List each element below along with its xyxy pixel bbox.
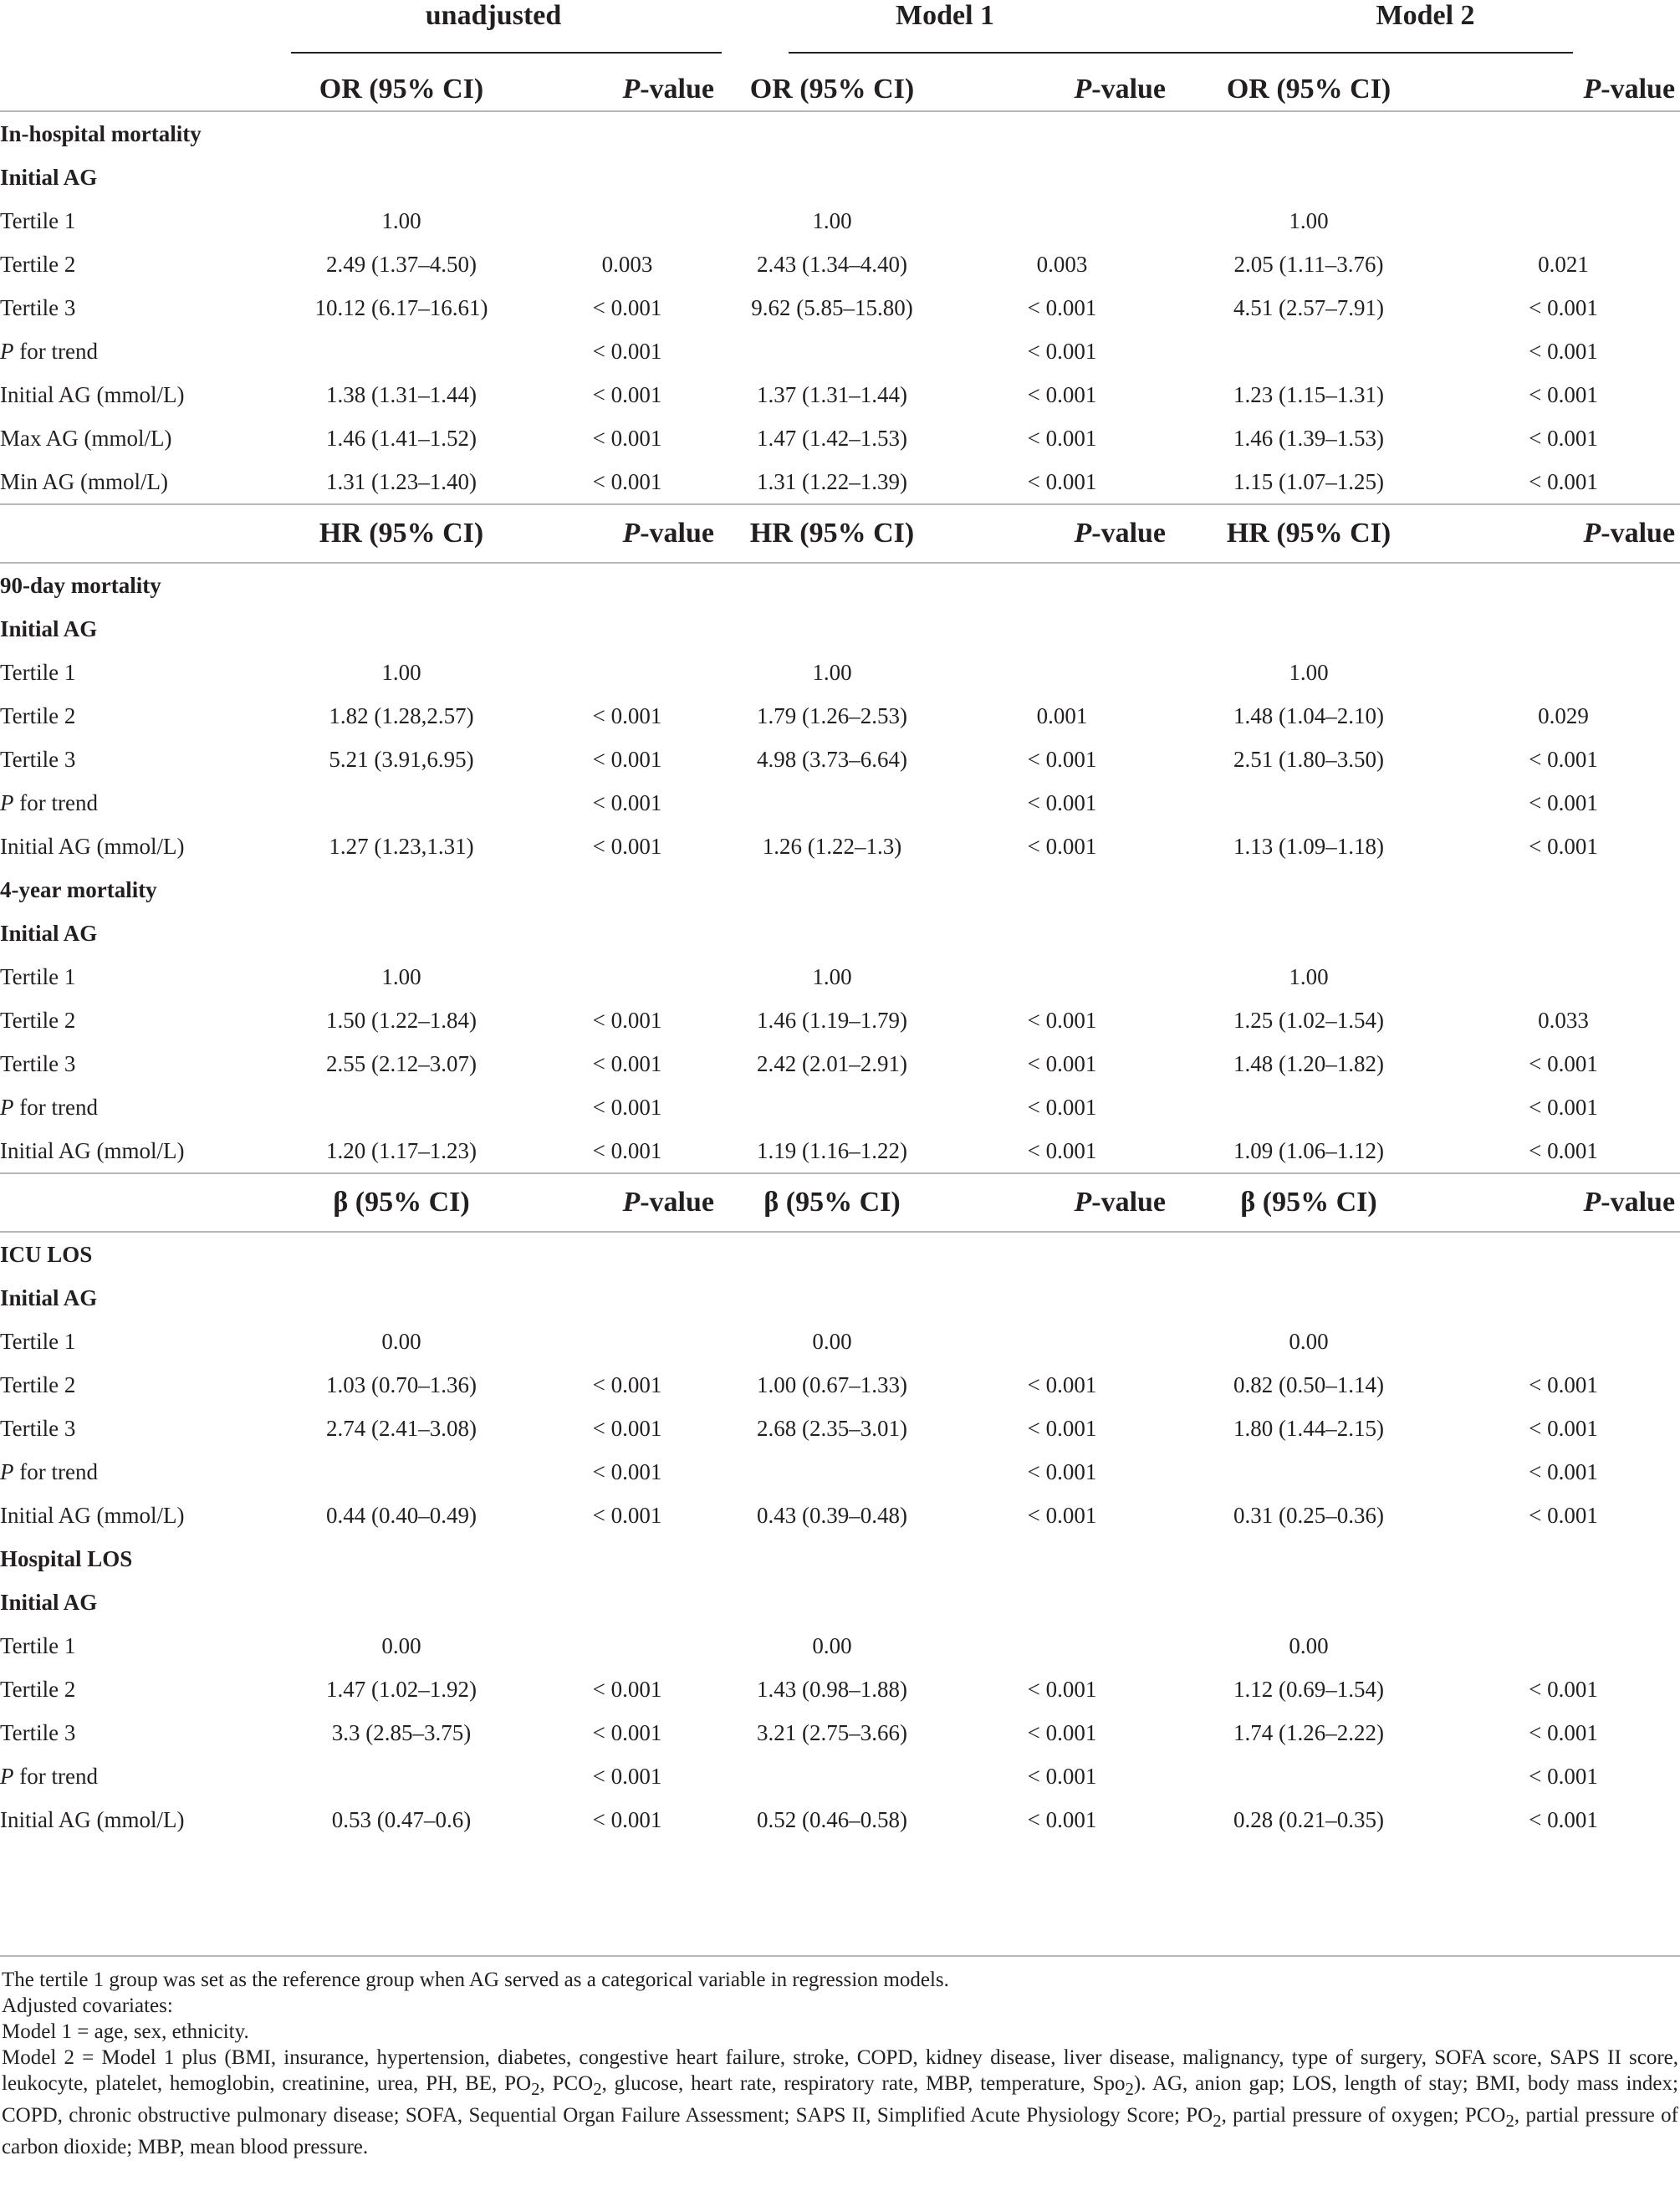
row-label-rest: for trend — [13, 1094, 98, 1120]
estimate-model1 — [719, 329, 945, 373]
pvalue-model2: < 0.001 — [1529, 1094, 1598, 1120]
estimate-model1: 2.42 (2.01–2.91) — [757, 1050, 907, 1076]
row-label: Tertile 1 — [0, 1328, 76, 1354]
pvalue-model2: < 0.001 — [1529, 1415, 1598, 1441]
row-label: Initial AG (mmol/L) — [0, 381, 185, 407]
estimate-model1: 1.47 (1.42–1.53) — [757, 425, 907, 451]
table-row — [0, 1711, 1680, 1754]
subsection-title: Initial AG — [0, 920, 98, 946]
pvalue-suffix: -value — [1091, 518, 1167, 549]
estimate-model1: 1.43 (0.98–1.88) — [757, 1676, 907, 1702]
estimate-unadjusted — [268, 781, 535, 825]
estimate-model1: 1.79 (1.26–2.53) — [757, 702, 907, 728]
pvalue-model1: 0.001 — [1036, 702, 1088, 728]
estimate-model2: 1.25 (1.02–1.54) — [1233, 1007, 1385, 1033]
pvalue-model1: < 0.001 — [1027, 1371, 1097, 1397]
hr-header-row — [0, 504, 1680, 562]
table-row — [0, 1494, 1680, 1537]
estimate-unadjusted: 1.31 (1.23–1.40) — [326, 468, 477, 494]
pvalue-header-unadjusted — [535, 69, 719, 110]
row-label — [0, 781, 268, 825]
pvalue-model2: < 0.001 — [1529, 833, 1598, 859]
table-row — [0, 199, 1680, 243]
pvalue-unadjusted: < 0.001 — [592, 746, 662, 772]
pvalue-header-model2 — [1447, 1173, 1680, 1231]
estimate-unadjusted — [268, 1085, 535, 1129]
pvalue-unadjusted: < 0.001 — [592, 1676, 662, 1702]
table-row — [0, 1129, 1680, 1172]
estimate-model1: 2.43 (1.34–4.40) — [757, 251, 907, 277]
estimate-model2: 1.12 (0.69–1.54) — [1233, 1676, 1385, 1702]
table-row — [0, 416, 1680, 460]
pvalue-unadjusted — [535, 1320, 719, 1363]
estimate-model1: 1.37 (1.31–1.44) — [757, 381, 907, 407]
estimate-model2: 2.05 (1.11–3.76) — [1233, 251, 1384, 277]
pvalue-model2: < 0.001 — [1529, 1050, 1598, 1076]
estimate-unadjusted: 5.21 (3.91,6.95) — [329, 746, 474, 772]
pvalue-model1 — [953, 1624, 1171, 1668]
pvalue-p-italic: P — [1583, 74, 1601, 105]
pvalue-suffix: -value — [1601, 74, 1676, 105]
pvalue-p-italic: P — [1074, 1187, 1092, 1218]
row-label — [0, 1450, 268, 1494]
pvalue-unadjusted: < 0.001 — [592, 338, 662, 364]
footnote-model1: Model 1 = age, sex, ethnicity. — [2, 2020, 249, 2043]
estimate-model2 — [1171, 781, 1447, 825]
table-row — [0, 738, 1680, 781]
pvalue-model2: < 0.001 — [1529, 468, 1598, 494]
estimate-header-unadjusted: HR (95% CI) — [319, 518, 484, 549]
table-row — [0, 243, 1680, 286]
pvalue-unadjusted — [535, 1624, 719, 1668]
estimate-unadjusted: 3.3 (2.85–3.75) — [331, 1719, 472, 1745]
pvalue-model2: < 0.001 — [1529, 425, 1598, 451]
pvalue-unadjusted: < 0.001 — [592, 1502, 662, 1528]
row-label-rest: for trend — [13, 1763, 98, 1789]
pvalue-model1: < 0.001 — [1027, 1094, 1097, 1120]
or-header-row — [0, 69, 1680, 110]
row-label: Tertile 3 — [0, 1719, 76, 1745]
row-label-rest: for trend — [13, 789, 98, 815]
section-title: In-hospital mortality — [0, 120, 202, 146]
estimate-model1: 1.00 (0.67–1.33) — [757, 1371, 907, 1397]
pvalue-model1: < 0.001 — [1027, 338, 1097, 364]
table-row — [0, 694, 1680, 738]
pvalue-model2 — [1447, 955, 1680, 999]
subsection-row — [0, 1276, 1680, 1320]
pvalue-model2: < 0.001 — [1529, 1719, 1598, 1745]
footnote-adjusted-covariates: Adjusted covariates: — [2, 1994, 173, 2017]
model-header-row — [0, 0, 1680, 32]
estimate-unadjusted — [268, 329, 535, 373]
pvalue-model1: < 0.001 — [1027, 1415, 1097, 1441]
pvalue-model2: < 0.001 — [1529, 1806, 1598, 1832]
pvalue-model1: < 0.001 — [1027, 381, 1097, 407]
section-title: 90-day mortality — [0, 572, 161, 598]
estimate-model2: 0.00 — [1289, 1328, 1329, 1354]
pvalue-model2 — [1447, 1624, 1680, 1668]
pvalue-model2: < 0.001 — [1529, 381, 1598, 407]
row-label — [0, 1085, 268, 1129]
table-footnotes — [0, 1967, 1680, 2160]
pvalue-model2 — [1447, 199, 1680, 243]
row-label: Initial AG (mmol/L) — [0, 833, 185, 859]
table-row — [0, 999, 1680, 1042]
estimate-model1: 2.68 (2.35–3.01) — [757, 1415, 907, 1441]
pvalue-model2: < 0.001 — [1529, 1676, 1598, 1702]
pvalue-unadjusted: 0.003 — [601, 251, 653, 277]
estimate-unadjusted: 2.49 (1.37–4.50) — [326, 251, 477, 277]
table-row — [0, 329, 1680, 373]
pvalue-suffix: -value — [1601, 1187, 1676, 1218]
row-label: Min AG (mmol/L) — [0, 468, 168, 494]
pvalue-model1: < 0.001 — [1027, 1007, 1097, 1033]
estimate-model1: 0.43 (0.39–0.48) — [757, 1502, 907, 1528]
pvalue-p-italic: P — [622, 1187, 641, 1218]
pvalue-model2: < 0.001 — [1529, 1763, 1598, 1789]
estimate-unadjusted: 0.44 (0.40–0.49) — [326, 1502, 477, 1528]
pvalue-model2: < 0.001 — [1529, 746, 1598, 772]
pvalue-model1 — [953, 199, 1171, 243]
section-title: Hospital LOS — [0, 1545, 133, 1571]
estimate-header-model1: OR (95% CI) — [749, 74, 915, 105]
pvalue-model1: < 0.001 — [1027, 746, 1097, 772]
pvalue-unadjusted: < 0.001 — [592, 1371, 662, 1397]
pvalue-model2: < 0.001 — [1529, 1137, 1598, 1163]
estimate-model2 — [1171, 1450, 1447, 1494]
estimate-unadjusted: 1.82 (1.28,2.57) — [329, 702, 474, 728]
pvalue-model1: < 0.001 — [1027, 1502, 1097, 1528]
pvalue-model1: < 0.001 — [1027, 1676, 1097, 1702]
estimate-model1: 1.00 — [812, 207, 852, 233]
pvalue-model2: 0.033 — [1538, 1007, 1589, 1033]
pvalue-p-italic: P — [1074, 74, 1092, 105]
pvalue-unadjusted: < 0.001 — [592, 1806, 662, 1832]
estimate-model2: 1.15 (1.07–1.25) — [1233, 468, 1385, 494]
estimate-model2: 2.51 (1.80–3.50) — [1233, 746, 1385, 772]
row-label: Tertile 2 — [0, 1371, 76, 1397]
pvalue-header-model1 — [945, 69, 1171, 110]
estimate-model1: 1.26 (1.22–1.3) — [762, 833, 902, 859]
estimate-unadjusted: 1.50 (1.22–1.84) — [326, 1007, 477, 1033]
estimate-model1: 1.31 (1.22–1.39) — [757, 468, 907, 494]
estimate-model2: 1.00 — [1289, 963, 1329, 989]
table-row — [0, 955, 1680, 999]
pvalue-suffix: -value — [640, 518, 715, 549]
p-italic: P — [0, 1458, 14, 1484]
estimate-unadjusted: 1.03 (0.70–1.36) — [326, 1371, 477, 1397]
row-label: Tertile 1 — [0, 963, 76, 989]
pvalue-unadjusted: < 0.001 — [592, 294, 662, 320]
section-title: 4-year mortality — [0, 876, 157, 902]
estimate-unadjusted — [268, 1754, 535, 1798]
estimate-unadjusted: 0.00 — [381, 1328, 421, 1354]
estimate-model1 — [719, 1754, 945, 1798]
subsection-row — [0, 607, 1680, 651]
estimate-model1: 9.62 (5.85–15.80) — [751, 294, 913, 320]
pvalue-header-model2 — [1447, 69, 1680, 110]
row-label: Tertile 1 — [0, 207, 76, 233]
pvalue-model1 — [953, 955, 1171, 999]
pvalue-model2: < 0.001 — [1529, 294, 1598, 320]
estimate-unadjusted: 2.74 (2.41–3.08) — [326, 1415, 477, 1441]
estimate-model2: 1.48 (1.04–2.10) — [1233, 702, 1385, 728]
section-row — [0, 1232, 1680, 1276]
pvalue-unadjusted: < 0.001 — [592, 1094, 662, 1120]
estimate-model2: 1.23 (1.15–1.31) — [1233, 381, 1385, 407]
estimate-unadjusted: 2.55 (2.12–3.07) — [326, 1050, 477, 1076]
pvalue-unadjusted — [535, 199, 719, 243]
estimate-model1 — [719, 1450, 945, 1494]
pvalue-unadjusted: < 0.001 — [592, 1719, 662, 1745]
estimate-model2: 1.09 (1.06–1.12) — [1233, 1137, 1385, 1163]
pvalue-model2 — [1447, 1320, 1680, 1363]
pvalue-model1: < 0.001 — [1027, 1050, 1097, 1076]
pvalue-unadjusted: < 0.001 — [592, 1458, 662, 1484]
estimate-model2: 1.80 (1.44–2.15) — [1233, 1415, 1385, 1441]
row-label-rest: for trend — [13, 338, 98, 364]
pvalue-p-italic: P — [1583, 1187, 1601, 1218]
estimate-model2: 0.31 (0.25–0.36) — [1233, 1502, 1385, 1528]
pvalue-unadjusted: < 0.001 — [592, 789, 662, 815]
pvalue-model2: < 0.001 — [1529, 1371, 1598, 1397]
footnote-model2: Model 2 = Model 1 plus (BMI, insurance, hypertension, diabetes, congestive heart failure, stroke, COPD, kidney disease, liver disease, malignancy, type of surgery, SOFA score, SAPS II score, leukocyte, platelet, hemoglobin, creatinine, urea, PH, BE, $PO_2$, $PCO_2$, glucose, heart rate, respiratory rate, MBP, temperature, Spo$_2$). AG, anion gap; LOS, length of stay; BMI, body mass index; COPD, chronic obstructive pulmonary disease; SOFA, Sequential Organ Failure Assessment; SAPS II, Simplified Acute Physiology Score; $PO_2$, partial pressure of oxygen; $PCO_2$, partial pressure of carbon dioxide; MBP, mean blood pressure. — [2, 2046, 1678, 2158]
estimate-model2: 1.00 — [1289, 659, 1329, 685]
row-label — [0, 329, 268, 373]
pvalue-model1: < 0.001 — [1027, 833, 1097, 859]
row-label: Tertile 1 — [0, 1632, 76, 1658]
table-row — [0, 1407, 1680, 1450]
estimate-header-model2: OR (95% CI) — [1226, 74, 1391, 105]
pvalue-p-italic: P — [622, 74, 641, 105]
estimate-model1: 1.46 (1.19–1.79) — [757, 1007, 907, 1033]
subsection-title: Initial AG — [0, 1285, 98, 1310]
estimate-unadjusted: 0.53 (0.47–0.6) — [331, 1806, 472, 1832]
table-row — [0, 825, 1680, 868]
pvalue-model1: < 0.001 — [1027, 1806, 1097, 1832]
pvalue-unadjusted: < 0.001 — [592, 468, 662, 494]
pvalue-unadjusted: < 0.001 — [592, 833, 662, 859]
pvalue-unadjusted: < 0.001 — [592, 1763, 662, 1789]
pvalue-unadjusted: < 0.001 — [592, 381, 662, 407]
row-label: Max AG (mmol/L) — [0, 425, 172, 451]
beta-header-row — [0, 1173, 1680, 1231]
pvalue-model2: < 0.001 — [1529, 1502, 1598, 1528]
p-italic: P — [0, 789, 14, 815]
pvalue-model1: < 0.001 — [1027, 425, 1097, 451]
row-label: Tertile 3 — [0, 1415, 76, 1441]
subsection-row — [0, 912, 1680, 955]
model-header-model1: Model 1 — [719, 0, 1171, 32]
pvalue-model1: < 0.001 — [1027, 1719, 1097, 1745]
estimate-model1: 0.52 (0.46–0.58) — [757, 1806, 907, 1832]
estimate-model2: 0.00 — [1289, 1632, 1329, 1658]
table-row — [0, 460, 1680, 503]
estimate-model2: 4.51 (2.57–7.91) — [1233, 294, 1385, 320]
estimate-model1 — [719, 781, 945, 825]
estimate-header-model2: HR (95% CI) — [1226, 518, 1391, 549]
row-label: Tertile 3 — [0, 746, 76, 772]
row-label: Tertile 3 — [0, 294, 76, 320]
estimate-model1: 4.98 (3.73–6.64) — [757, 746, 907, 772]
pvalue-model1 — [953, 651, 1171, 694]
pvalue-unadjusted — [535, 955, 719, 999]
table-row — [0, 1754, 1680, 1798]
estimate-unadjusted: 1.27 (1.23,1.31) — [329, 833, 474, 859]
table-row — [0, 1624, 1680, 1668]
estimate-model2: 0.82 (0.50–1.14) — [1233, 1371, 1385, 1397]
row-label: Tertile 2 — [0, 702, 76, 728]
row-label: Initial AG (mmol/L) — [0, 1806, 185, 1832]
pvalue-suffix: -value — [1601, 518, 1676, 549]
p-italic: P — [0, 338, 14, 364]
estimate-unadjusted: 1.20 (1.17–1.23) — [326, 1137, 477, 1163]
table-row — [0, 1042, 1680, 1085]
table-row — [0, 286, 1680, 329]
pvalue-model1: 0.003 — [1036, 251, 1088, 277]
model-header-model2: Model 2 — [1171, 0, 1680, 32]
pvalue-model2: 0.021 — [1538, 251, 1589, 277]
pvalue-suffix: -value — [1091, 74, 1167, 105]
pvalue-header-model1 — [945, 1173, 1171, 1231]
pvalue-model1: < 0.001 — [1027, 789, 1097, 815]
pvalue-p-italic: P — [1583, 518, 1601, 549]
pvalue-unadjusted: < 0.001 — [592, 1007, 662, 1033]
pvalue-suffix: -value — [1091, 1187, 1167, 1218]
section-row — [0, 868, 1680, 912]
estimate-model2 — [1171, 329, 1447, 373]
estimate-header-model2: β (95% CI) — [1240, 1187, 1377, 1218]
estimate-unadjusted: 1.46 (1.41–1.52) — [326, 425, 477, 451]
table-row — [0, 781, 1680, 825]
table-row — [0, 651, 1680, 694]
p-italic: P — [0, 1094, 14, 1120]
estimate-model2: 1.74 (1.26–2.22) — [1233, 1719, 1385, 1745]
table-row — [0, 1798, 1680, 1841]
estimate-model1: 0.00 — [812, 1632, 852, 1658]
row-label-rest: for trend — [13, 1458, 98, 1484]
row-label: Tertile 2 — [0, 1007, 76, 1033]
subsection-title: Initial AG — [0, 615, 98, 641]
subsection-title: Initial AG — [0, 164, 98, 190]
pvalue-header-unadjusted — [535, 1173, 719, 1231]
table-row — [0, 1668, 1680, 1711]
row-label: Tertile 2 — [0, 251, 76, 277]
section-title: ICU LOS — [0, 1241, 93, 1267]
estimate-header-model1: β (95% CI) — [763, 1187, 901, 1218]
section-row — [0, 1537, 1680, 1581]
subsection-row — [0, 1581, 1680, 1624]
pvalue-model1: < 0.001 — [1027, 1763, 1097, 1789]
estimate-model1: 1.00 — [812, 659, 852, 685]
pvalue-model1: < 0.001 — [1027, 468, 1097, 494]
pvalue-unadjusted: < 0.001 — [592, 1415, 662, 1441]
pvalue-model2: < 0.001 — [1529, 1458, 1598, 1484]
estimate-unadjusted — [268, 1450, 535, 1494]
pvalue-model1: < 0.001 — [1027, 1458, 1097, 1484]
estimate-header-unadjusted: β (95% CI) — [333, 1187, 470, 1218]
pvalue-p-italic: P — [622, 518, 641, 549]
pvalue-model2 — [1447, 651, 1680, 694]
pvalue-model1: < 0.001 — [1027, 1137, 1097, 1163]
estimate-model1: 1.19 (1.16–1.22) — [757, 1137, 907, 1163]
footnote-reference-group: The tertile 1 group was set as the reference group when AG served as a categorical variable in regression models. — [2, 1969, 949, 1991]
estimate-model2 — [1171, 1085, 1447, 1129]
estimate-unadjusted: 10.12 (6.17–16.61) — [314, 294, 488, 320]
row-label: Tertile 2 — [0, 1676, 76, 1702]
pvalue-unadjusted: < 0.001 — [592, 702, 662, 728]
table-row — [0, 1363, 1680, 1407]
estimate-model2: 1.13 (1.09–1.18) — [1233, 833, 1385, 859]
estimate-model2: 0.28 (0.21–0.35) — [1233, 1806, 1385, 1832]
table-row — [0, 1085, 1680, 1129]
section-row — [0, 563, 1680, 607]
row-label: Tertile 1 — [0, 659, 76, 685]
estimate-model2: 1.46 (1.39–1.53) — [1233, 425, 1385, 451]
pvalue-unadjusted: < 0.001 — [592, 425, 662, 451]
pvalue-model1: < 0.001 — [1027, 294, 1097, 320]
pvalue-header-unadjusted — [535, 504, 719, 562]
subsection-title: Initial AG — [0, 1589, 98, 1615]
pvalue-model1 — [953, 1320, 1171, 1363]
estimate-unadjusted: 1.00 — [381, 963, 421, 989]
pvalue-model2: 0.029 — [1538, 702, 1589, 728]
pvalue-suffix: -value — [640, 74, 715, 105]
estimate-model1: 0.00 — [812, 1328, 852, 1354]
estimate-unadjusted: 1.00 — [381, 207, 421, 233]
estimate-header-unadjusted: OR (95% CI) — [319, 74, 484, 105]
pvalue-unadjusted — [535, 651, 719, 694]
table-row — [0, 373, 1680, 416]
table-row — [0, 1320, 1680, 1363]
pvalue-unadjusted: < 0.001 — [592, 1050, 662, 1076]
pvalue-unadjusted: < 0.001 — [592, 1137, 662, 1163]
row-label: Tertile 3 — [0, 1050, 76, 1076]
estimate-unadjusted: 1.38 (1.31–1.44) — [326, 381, 477, 407]
pvalue-model2: < 0.001 — [1529, 789, 1598, 815]
pvalue-header-model2 — [1447, 504, 1680, 562]
row-label: Initial AG (mmol/L) — [0, 1502, 185, 1528]
section-row — [0, 111, 1680, 156]
estimate-unadjusted: 0.00 — [381, 1632, 421, 1658]
pvalue-header-model1 — [945, 504, 1171, 562]
estimate-header-model1: HR (95% CI) — [749, 518, 915, 549]
estimate-model1: 1.00 — [812, 963, 852, 989]
row-label — [0, 1754, 268, 1798]
estimate-model1: 3.21 (2.75–3.66) — [757, 1719, 907, 1745]
p-italic: P — [0, 1763, 14, 1789]
pvalue-model2: < 0.001 — [1529, 338, 1598, 364]
pvalue-p-italic: P — [1074, 518, 1092, 549]
pvalue-suffix: -value — [640, 1187, 715, 1218]
subsection-row — [0, 156, 1680, 199]
row-label: Initial AG (mmol/L) — [0, 1137, 185, 1163]
estimate-model2: 1.48 (1.20–1.82) — [1233, 1050, 1385, 1076]
table-row — [0, 1450, 1680, 1494]
model-header-unadjusted: unadjusted — [268, 0, 719, 32]
estimate-model2 — [1171, 1754, 1447, 1798]
estimate-unadjusted: 1.47 (1.02–1.92) — [326, 1676, 477, 1702]
estimate-model2: 1.00 — [1289, 207, 1329, 233]
estimate-unadjusted: 1.00 — [381, 659, 421, 685]
estimate-model1 — [719, 1085, 945, 1129]
